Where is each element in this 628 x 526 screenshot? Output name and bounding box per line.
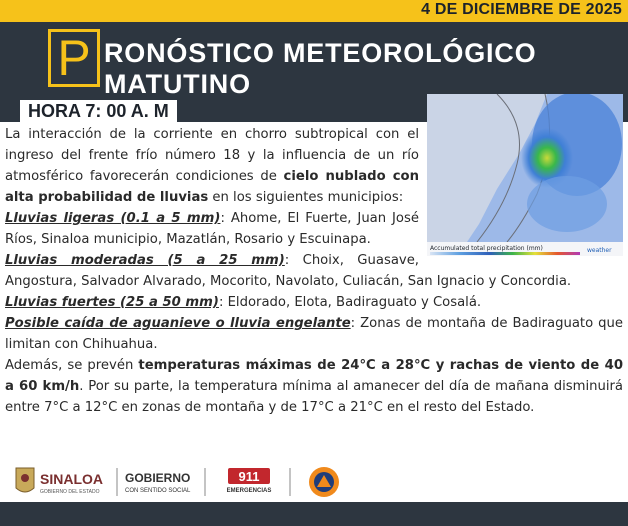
bottom-bar xyxy=(0,502,628,526)
sleet-label: Posible caída de aguanieve o lluvia engelante xyxy=(5,316,351,331)
light-rain-paragraph: Lluvias ligeras (0.1 a 5 mm): Ahome, El Fuerte, Juan José Ríos, Sinaloa municipio, Mazatlán, Rosario y Escuinapa. xyxy=(5,211,419,247)
light-rain-label: Lluvias ligeras (0.1 a 5 mm) xyxy=(5,211,221,226)
intro-paragraph: La interacción de la corriente en chorro subtropical con el ingreso del frente frío número 18 y la influencia de un río atmosférico favorecerán condiciones de cielo nublado con alta probabilidad de lluvias en los siguientes municipios: xyxy=(5,127,419,205)
gobierno-logo-subtext: CON SENTIDO SOCIAL xyxy=(125,488,191,494)
moderate-rain-paragraph: Lluvias moderadas (5 a 25 mm): Choix, Guasave, Angostura, Salvador Alvarado, Mocorito, Navolato, Culiacán, San Ignacio y Concordia. xyxy=(5,253,572,289)
sleet-paragraph: Posible caída de aguanieve o lluvia engelante: Zonas de montaña de Badiraguato que limitan con Chihuahua. xyxy=(5,316,623,352)
title-line-2: MATUTINO xyxy=(104,69,251,99)
strong-rain-label: Lluvias fuertes (25 a 50 mm) xyxy=(5,295,219,310)
footer-logos xyxy=(0,462,628,502)
date-label: 4 DE DICIEMBRE DE 2025 xyxy=(421,1,622,18)
emergency-911-number: 911 xyxy=(238,469,260,484)
sinaloa-logo-text: SINALOA xyxy=(40,471,103,487)
date-bar xyxy=(0,0,628,22)
sinaloa-logo-subtext: GOBIERNO DEL ESTADO xyxy=(40,489,100,495)
precipitation-map xyxy=(427,94,623,256)
footer-logo-strip xyxy=(0,462,628,502)
sinaloa-crest-icon xyxy=(16,468,34,492)
moderate-rain-label: Lluvias moderadas (5 a 25 mm) xyxy=(5,253,285,268)
hour-label: HORA 7: 00 A. M xyxy=(20,100,177,122)
civil-protection-icon xyxy=(309,467,339,497)
title-line-1: RONÓSTICO METEOROLÓGICO xyxy=(104,38,537,68)
emergency-label: EMERGENCIAS xyxy=(226,488,272,494)
strong-rain-paragraph: Lluvias fuertes (25 a 50 mm): Eldorado, Elota, Badiraguato y Cosalá. xyxy=(5,295,482,310)
gobierno-logo-text: GOBIERNO xyxy=(125,471,191,485)
page-title xyxy=(104,38,536,100)
forecast-body xyxy=(5,124,623,418)
map-brand: weather xyxy=(587,247,612,254)
map-caption: Accumulated total precipitation (mm) xyxy=(430,245,543,252)
temperature-paragraph: Además, se prevén temperaturas máximas de 24°C a 28°C y rachas de viento de 40 a 60 km/h. Por su parte, la temperatura mínima al amanecer del día de mañana disminuirá entre 7°C a 12°C en zonas de montaña y de 17°C a 21°C en el resto del Estado. xyxy=(5,358,624,415)
title-initial-box: P xyxy=(48,29,100,87)
